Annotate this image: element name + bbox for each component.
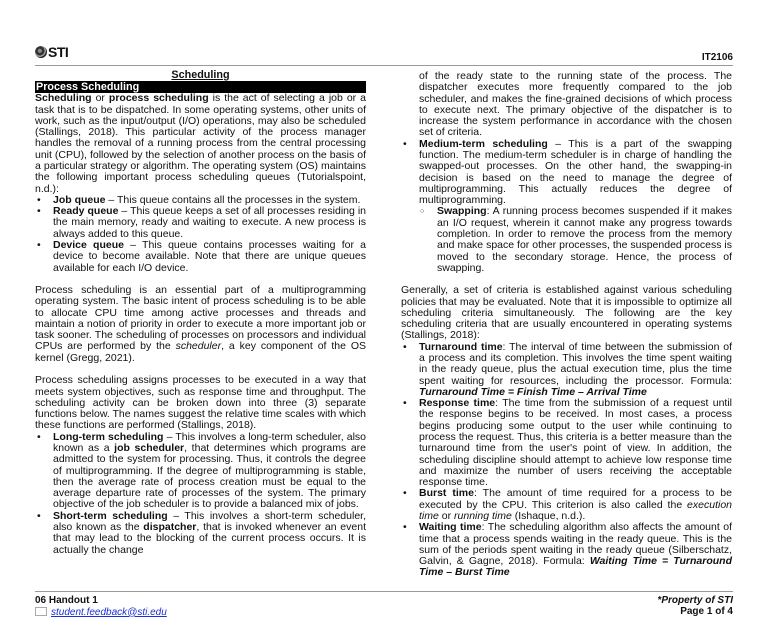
text-run: Response time bbox=[419, 397, 496, 410]
globe-icon bbox=[35, 46, 47, 58]
list-item-continuation bbox=[401, 71, 732, 139]
text-run: – This queue contains processes waiting for a device to become available. Note that there are unique queues available for each I/O device. bbox=[53, 238, 366, 274]
queue-list bbox=[35, 195, 366, 274]
paragraph bbox=[401, 285, 732, 341]
text-run: – This involves a short-term scheduler, also known as the bbox=[53, 509, 366, 533]
text-run: Generally, a set of criteria is established against various scheduling policies that may be evaluated. Note that it is impossible to optimize all scheduling criteria simultaneously. The following are the key scheduling criteria that are usually encountered in operating systems (Stallings, 2018): bbox=[401, 284, 732, 342]
text-run: (Ishaque, n.d.). bbox=[511, 509, 586, 522]
email-link[interactable]: student.feedback@sti.edu bbox=[51, 606, 167, 618]
text-run: Long-term scheduling bbox=[53, 430, 164, 443]
section-heading: Process Scheduling bbox=[35, 81, 366, 93]
footer-right bbox=[657, 595, 733, 618]
text-run: or bbox=[438, 509, 455, 522]
function-list-continued bbox=[401, 71, 732, 274]
criteria-list bbox=[401, 342, 732, 579]
text-run: , a key component of the OS kernel (Gregg, 2021). bbox=[35, 340, 366, 364]
envelope-icon bbox=[35, 607, 47, 616]
text-run: dispatcher bbox=[143, 520, 197, 533]
text-run: – This queue contains all the processes in the system. bbox=[105, 193, 361, 206]
property-label: *Property of STI bbox=[657, 594, 733, 606]
function-list bbox=[35, 432, 366, 556]
text-run: is the act of selecting a job or a task that is to be dispatched. In some operating systems, other units of work, such as the input/output (I/O) operations, may also be scheduled (Stallings, 2018). This particular activity of the process manager handles the removal of a running process from the central processing unit (CPU), followed by the selection of another process on the basis of a particular strategy or algorithm. The operating system (OS) maintains the following important process scheduling queues (Tutorialspoint, n.d.): bbox=[35, 92, 366, 195]
header-divider bbox=[35, 65, 733, 66]
content-columns bbox=[0, 70, 768, 579]
text-run: Scheduling bbox=[35, 92, 92, 105]
handout-label: 06 Handout 1 bbox=[35, 594, 98, 606]
text-run: , that is invoked whenever an event that may lead to the blocking of the current process occurs. It is actually the change bbox=[53, 520, 366, 556]
text-run: Waiting time bbox=[419, 521, 482, 534]
document-title: Scheduling bbox=[171, 69, 230, 81]
text-run: Turnaround Time = Finish Time – Arrival Time bbox=[419, 385, 647, 398]
text-run: : The time from the submission of a request until the response begins to be received. In most cases, a process begins producing some output to the user while continuing to process the request. Thus, this criteria is a better measure than the turnaround time from the user's point of view. In addition, the scheduling discipline should attempt to achieve low response time and maximize the number of users receiving the acceptable response time. bbox=[419, 397, 732, 489]
text-run: Turnaround time bbox=[419, 340, 503, 353]
footer-left bbox=[35, 595, 167, 618]
logo-text: STI bbox=[48, 44, 69, 60]
list-item bbox=[401, 398, 732, 488]
text-run: Ready queue bbox=[53, 205, 119, 218]
page-footer bbox=[0, 592, 768, 628]
text-run: scheduler bbox=[175, 340, 222, 353]
text-run: Device queue bbox=[53, 238, 124, 251]
text-run: Process scheduling assigns processes to be executed in a way that meets system objectives, such as response time and throughput. The scheduling activity can be broken down into three (3) separate functions below. The names suggest the relative time scales with which these functions are performed (Stallings, 2018). bbox=[35, 374, 366, 432]
page-number: Page 1 of 4 bbox=[680, 605, 733, 617]
text-run: Job queue bbox=[53, 193, 106, 206]
text-run: – This involves a long-term scheduler, also known as a bbox=[53, 430, 367, 454]
list-item bbox=[35, 511, 366, 556]
text-run: Waiting Time = Turnaround Time – Burst Time bbox=[419, 555, 732, 579]
text-run: job scheduler bbox=[114, 441, 185, 454]
text-run: of the ready state to the running state of the process. The dispatcher executes more frequently compared to the job scheduler, and makes the fine-grained decisions of which process to execute next. The primary objective of the dispatcher is to increase the system performance in accordance with the chosen set of criteria. bbox=[419, 70, 732, 139]
text-run: Process scheduling is an essential part of a multiprogramming operating system. The basic intent of process scheduling is to be able to allocate CPU time among active processes and threads and maintain a notion of priority in order to execute a more important job or task sooner. The scheduling of processes on processors and individual CPUs are performed by the bbox=[35, 284, 366, 353]
list-item bbox=[401, 139, 732, 207]
list-item bbox=[401, 342, 732, 398]
text-run: execution time bbox=[419, 498, 732, 522]
text-run: : The interval of time between the submission of a process and its completion. This involves the time spent waiting in the ready queue, plus the actual execution time, plus the time spent waiting for resources, including the processor. Formula: bbox=[419, 340, 732, 387]
course-code: IT2106 bbox=[701, 52, 733, 63]
list-item bbox=[35, 240, 366, 274]
text-run: or bbox=[91, 92, 109, 105]
text-run: – This queue keeps a set of all processes residing in the main memory, ready and waiting to execute. A new process is always added to this queue. bbox=[53, 205, 366, 240]
text-run: Medium-term scheduling bbox=[419, 137, 548, 150]
sti-logo bbox=[35, 44, 68, 60]
intro-paragraph bbox=[35, 93, 366, 195]
text-run: Swapping bbox=[437, 205, 487, 218]
text-run: : A running process becomes suspended if it makes an I/O request, wherein it cannot make any progress towards completion. In order to remove the process from the memory and make space for other processes, the suspended process is moved to the secondary storage. Hence, the process of swapping. bbox=[437, 205, 732, 274]
sub-list-item bbox=[401, 206, 732, 274]
text-run: running time bbox=[454, 509, 512, 522]
text-run: Burst time bbox=[419, 487, 474, 500]
left-column bbox=[35, 70, 366, 556]
list-item bbox=[35, 432, 366, 511]
page-header bbox=[0, 0, 768, 70]
text-run: : The scheduling algorithm also affects the amount of time that a process spends waiting in the ready queue. This is the sum of the periods spent waiting in the ready queue (Silberschatz, Galvin, & Gagne, 2018). Formula: bbox=[419, 521, 732, 568]
paragraph bbox=[35, 285, 366, 364]
text-run: , that determines which programs are admitted to the system for processing. Thus, it controls the degree of multiprogramming. If the degree of multiprogramming is stable, then the average rate of process creation must be equal to the average departure rate of processes of the system. The primary objective of the job scheduler is to provide a balanced mix of jobs. bbox=[53, 441, 367, 511]
text-run: process scheduling bbox=[108, 92, 209, 105]
text-run: – This is a part of the swapping function. The medium-term scheduler is in charge of handling the swapped-out processes. On the other hand, the swapping-in decision is based on the need to manage the degree of multiprogramming. This actually reduces the degree of multiprogramming. bbox=[419, 137, 732, 207]
list-item bbox=[401, 488, 732, 522]
text-run: Short-term scheduling bbox=[53, 509, 168, 522]
paragraph bbox=[35, 375, 366, 431]
text-run: : The amount of time required for a process to be executed by the CPU. This criterion is also called the bbox=[419, 487, 732, 511]
list-item bbox=[35, 206, 366, 240]
right-column bbox=[401, 70, 732, 579]
list-item bbox=[401, 522, 732, 578]
